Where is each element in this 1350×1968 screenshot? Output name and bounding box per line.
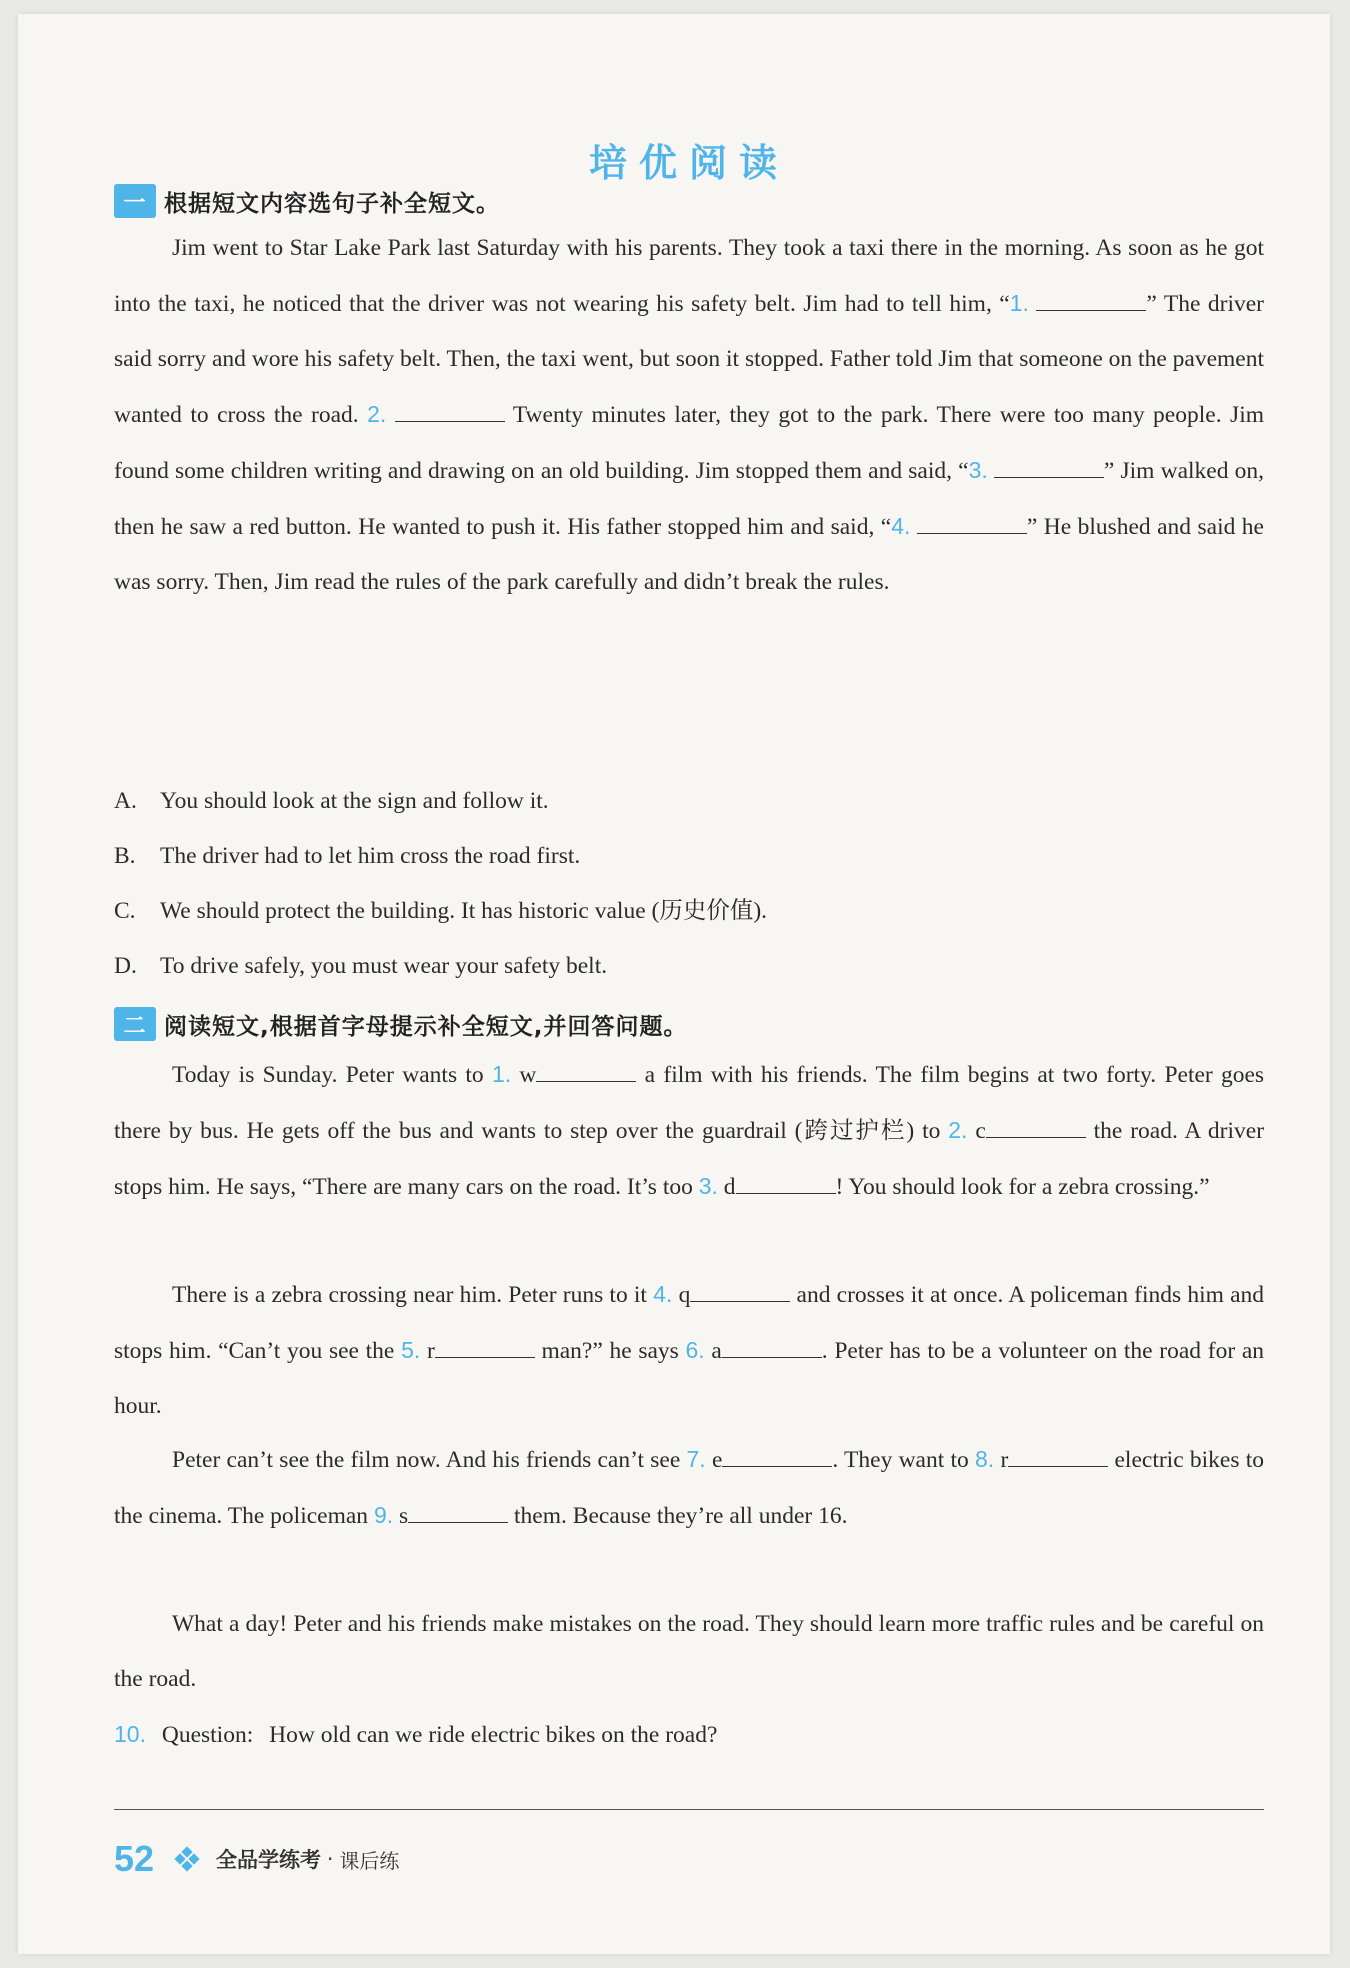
passage-line: stopped. Father told Jim that someone on the pavement wanted to cross the road. [114,346,1265,428]
section2-heading [114,1004,687,1044]
initial-letter: c [975,1118,986,1144]
answer-blank[interactable] [435,1337,535,1358]
question-10 [114,1707,717,1763]
passage-line: Twenty minutes later, they got to the park. There were too many people. Jim found some children [114,402,1264,484]
passage-text: What a day! Peter and his friends make mistakes on the road. They should learn more traffic [172,1611,1044,1637]
passage-line: tell him, “ [911,291,1010,317]
question-number: 6. [685,1337,705,1363]
section1-heading [114,181,500,221]
question-text: How old can we ride electric bikes on the road? [269,1722,718,1748]
answer-blank[interactable] [1008,1446,1108,1467]
passage-text: . They want to [832,1447,969,1473]
option-b [114,829,580,884]
question-number: 10. [114,1721,146,1747]
answer-blank[interactable] [986,1117,1086,1138]
passage-text: man?” he says [541,1338,679,1364]
initial-letter: q [678,1282,691,1308]
passage-text: forty. Peter goes there by bus. He gets off the bus and wants to step over the guardrail (跨过护栏) to [114,1062,1265,1144]
question-number: 4. [891,513,911,539]
option-text: We should protect the building. It has historic value (历史价值). [160,898,768,924]
section2-badge: 二 [114,1007,156,1041]
passage-line: ” Jim walked on, [1103,458,1264,484]
question-number: 2. [367,401,387,427]
section1-instruction: 根据短文内容选句子补全短文。 [164,190,500,217]
passage-line: rules. [837,569,890,595]
passage-text: There is a zebra crossing near him. Peter runs to it [172,1282,647,1308]
passage-text: policeman finds him and stops him. “Can’t you see the [114,1282,1265,1364]
option-text: To drive safely, you must wear your safety belt. [160,953,608,979]
option-text: You should look at the sign and follow it. [160,788,549,814]
section2-instruction: 阅读短文,根据首字母提示补全短文,并回答问题。 [164,1013,688,1040]
diamond-icon [176,1848,198,1870]
passage-line: writing and drawing on an old building. Jim stopped them and said, “ [313,458,969,484]
passage-text: the road. A driver stops him. He says, “There are many cars on the road. It’s too [114,1118,1265,1200]
passage-line: As soon as he got into the taxi, he noticed that the driver was not wearing his safety belt. Jim had to [114,235,1264,317]
page-footer [114,1836,399,1882]
question-number: 8. [975,1446,995,1472]
initial-letter: d [723,1174,736,1200]
passage-line: then he saw a red button. He wanted to push it. His father stopped him and said, “ [114,514,892,540]
question-number: 2. [948,1117,968,1143]
section1-badge: 一 [114,184,156,218]
question-number: 9. [373,1502,394,1528]
passage-line: ” He [1026,514,1072,540]
brand-dot: · [327,1847,334,1871]
page-number: 52 [114,1838,155,1879]
question-number: 1. [1009,290,1029,316]
answer-blank[interactable] [408,1502,508,1523]
answer-blank[interactable] [722,1446,832,1467]
passage-line: ” The driver said sorry and wore his safety belt. Then, the taxi went, but soon it [114,291,1265,372]
option-a [114,774,549,829]
section2-paragraph-2 [114,1267,1264,1434]
initial-letter: r [1000,1447,1009,1473]
passage-text: . [821,1338,828,1364]
question-label: Question: [161,1722,254,1748]
section2-paragraph-3 [114,1432,1264,1544]
passage-text: and crosses it at once. A [796,1282,1024,1308]
option-letter: D. [114,953,137,979]
question-number: 3. [698,1173,718,1199]
passage-text: Peter can’t see the film now. And his friends can’t see [172,1447,681,1473]
option-letter: A. [114,788,137,814]
page [18,14,1330,1954]
answer-blank[interactable] [395,401,505,422]
passage-text: Peter has to be a volunteer on the road for an hour. [114,1338,1265,1419]
answer-blank[interactable] [994,457,1104,478]
initial-letter: e [711,1447,723,1473]
answer-blank[interactable] [917,513,1027,534]
option-d [114,939,607,994]
answer-blank[interactable] [1036,290,1146,311]
passage-text: electric bikes to the cinema. The policeman [114,1447,1264,1529]
passage-text: Today is Sunday. Peter wants to [172,1062,484,1088]
answer-blank[interactable] [722,1337,822,1358]
question-number: 5. [401,1337,421,1363]
passage-text: under 16. [758,1503,848,1529]
section2-paragraph-4 [114,1597,1264,1707]
question-number: 1. [491,1061,512,1087]
passage-text: rules and be careful on the road. [114,1611,1265,1692]
initial-letter: s [399,1503,409,1529]
option-letter: C. [114,898,136,924]
answer-blank[interactable] [536,1061,636,1082]
initial-letter: a [711,1338,722,1364]
answer-blank[interactable] [690,1281,790,1302]
passage-text: a film with his friends. The film begins at two [644,1062,1098,1088]
page-title: 培优阅读 [588,141,789,185]
question-number: 4. [653,1281,673,1307]
initial-letter: r [426,1338,435,1364]
passage-line: blushed and said he was sorry. Then, Jim read the rules of the park carefully and didn’t break the [114,514,1264,595]
answer-line[interactable] [114,1809,1264,1810]
section2-paragraph-1 [114,1047,1264,1215]
question-number: 3. [968,457,988,483]
passage-line: Jim went to Star Lake Park last Saturday with his parents. They took a taxi there in the morning. [172,235,1091,261]
option-letter: B. [114,843,136,869]
option-c [114,884,767,939]
passage-text: them. Because they’re all [514,1503,753,1529]
section1-passage [114,221,1264,610]
brand-name: 全品学练考 [216,1848,322,1872]
passage-text: ! You should look for a zebra crossing.” [835,1174,1210,1200]
answer-blank[interactable] [736,1173,836,1194]
initial-letter: w [519,1062,537,1088]
question-number: 7. [686,1446,706,1472]
brand-subtitle: 课后练 [339,1848,400,1873]
option-text: The driver had to let him cross the road first. [160,843,581,869]
